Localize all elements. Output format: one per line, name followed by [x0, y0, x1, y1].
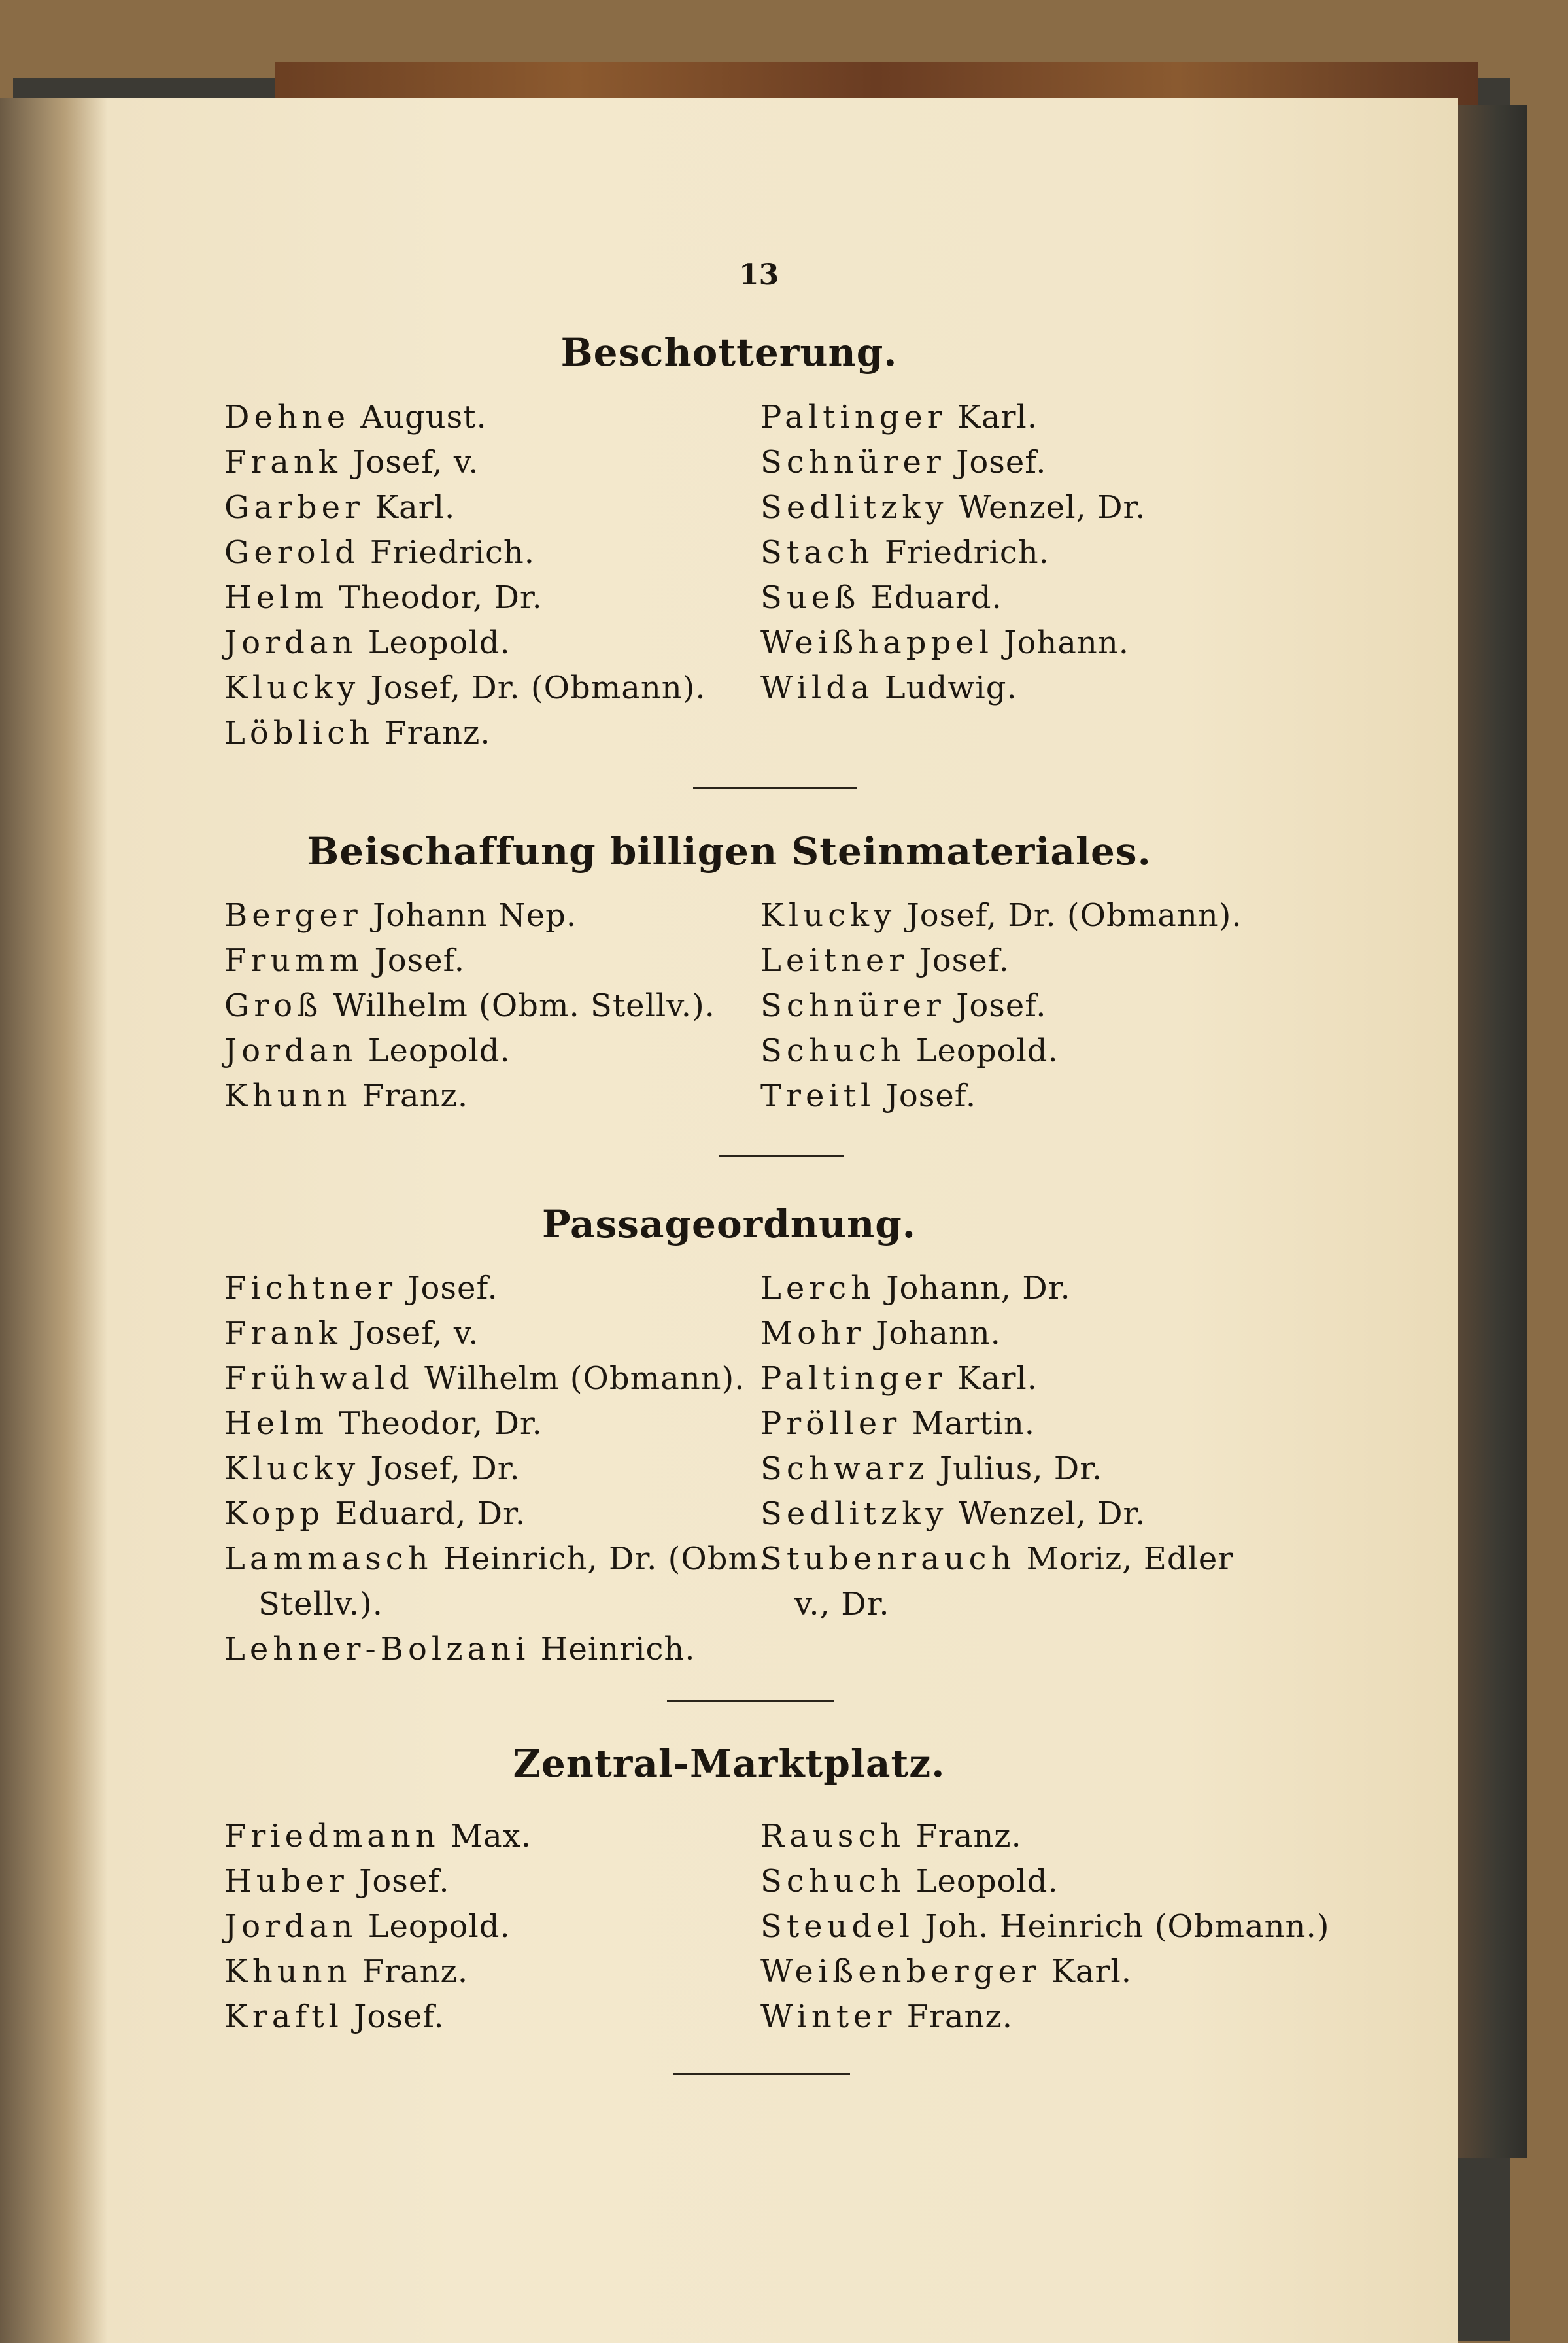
member-given-name: Theodor, Dr.	[328, 579, 543, 616]
member-entry	[760, 1496, 1146, 1532]
member-entry	[760, 399, 1038, 436]
member-entry	[224, 670, 706, 706]
member-entry	[760, 1908, 1329, 1945]
member-surname: Dehne	[224, 399, 350, 436]
member-given-name: Wenzel, Dr.	[947, 1496, 1146, 1532]
member-entry	[760, 1033, 1059, 1069]
member-entry	[224, 1450, 520, 1487]
member-entry	[224, 399, 487, 436]
member-given-name: Karl.	[364, 489, 456, 526]
member-entry	[224, 444, 479, 481]
section-title: Passageordnung.	[541, 1202, 917, 1246]
member-surname: Mohr	[760, 1315, 865, 1352]
member-given-name: v., Dr.	[794, 1586, 890, 1622]
member-entry	[224, 1078, 468, 1114]
member-surname: Lammasch	[224, 1541, 433, 1577]
member-surname: Groß	[224, 987, 323, 1024]
member-given-name: Josef.	[908, 942, 1010, 979]
section-divider	[719, 1155, 844, 1157]
member-surname: Huber	[224, 1863, 349, 1900]
member-surname: Helm	[224, 1405, 329, 1442]
member-surname: Stach	[760, 534, 874, 571]
member-entry	[760, 1360, 1038, 1397]
member-given-name: Johann Nep.	[362, 897, 577, 934]
member-entry	[760, 1818, 1022, 1855]
member-surname: Wilda	[760, 670, 874, 706]
member-surname: Frühwald	[224, 1360, 414, 1397]
member-surname: Sedlitzky	[760, 1496, 948, 1532]
member-given-name: Karl.	[946, 1360, 1038, 1397]
member-surname: Klucky	[760, 897, 896, 934]
member-surname: Weißenberger	[760, 1953, 1041, 1990]
section-divider	[667, 1700, 834, 1702]
member-entry	[224, 1033, 511, 1069]
member-given-name: Leopold.	[357, 624, 511, 661]
member-surname: Schnürer	[760, 444, 946, 481]
member-entry	[224, 624, 511, 661]
member-entry	[258, 1586, 383, 1622]
member-surname: Kraftl	[224, 1998, 343, 2035]
member-entry	[760, 579, 1002, 616]
member-given-name: Heinrich.	[530, 1631, 696, 1667]
member-entry	[224, 489, 455, 526]
member-given-name: Josef, Dr. (Obmann).	[360, 670, 706, 706]
member-given-name: Friedrich.	[874, 534, 1049, 571]
member-given-name: Franz.	[351, 1078, 469, 1114]
member-surname: Stubenrauch	[760, 1541, 1016, 1577]
member-given-name: Ludwig.	[874, 670, 1017, 706]
member-surname: Frank	[224, 1315, 342, 1352]
member-given-name: Franz.	[351, 1953, 469, 1990]
member-given-name: Julius, Dr.	[929, 1450, 1103, 1487]
member-given-name: Karl.	[946, 399, 1038, 436]
member-entry	[224, 942, 465, 979]
member-entry	[224, 1270, 498, 1307]
member-given-name: Josef.	[343, 1998, 445, 2035]
member-given-name: Franz.	[905, 1818, 1022, 1855]
member-entry	[224, 715, 491, 751]
member-surname: Lerch	[760, 1270, 876, 1307]
member-given-name: Josef.	[875, 1078, 977, 1114]
member-surname: Lehner-Bolzani	[224, 1631, 530, 1667]
member-surname: Schuch	[760, 1033, 906, 1069]
member-entry	[760, 1450, 1102, 1487]
member-surname: Gerold	[224, 534, 360, 571]
page-number: 13	[739, 258, 779, 292]
member-entry	[224, 1908, 511, 1945]
member-entry	[760, 1998, 1013, 2035]
member-surname: Sedlitzky	[760, 489, 948, 526]
member-entry	[224, 1541, 769, 1577]
member-entry	[760, 1270, 1071, 1307]
member-surname: Steudel	[760, 1908, 914, 1945]
member-given-name: Eduard, Dr.	[324, 1496, 526, 1532]
member-given-name: Karl.	[1040, 1953, 1133, 1990]
member-given-name: Wilhelm (Obmann).	[413, 1360, 745, 1397]
member-entry	[224, 579, 543, 616]
member-surname: Leitner	[760, 942, 909, 979]
section-title: Zentral-Marktplatz.	[513, 1741, 946, 1786]
member-entry	[224, 1818, 532, 1855]
member-entry	[224, 897, 577, 934]
member-surname: Treitl	[760, 1078, 876, 1114]
member-entry	[224, 1953, 468, 1990]
member-entry	[224, 1631, 696, 1667]
member-given-name: Josef, v.	[341, 1315, 479, 1352]
member-surname: Khunn	[224, 1953, 352, 1990]
member-surname: Klucky	[224, 670, 360, 706]
member-surname: Schuch	[760, 1863, 906, 1900]
member-entry	[760, 670, 1017, 706]
member-given-name: Leopold.	[905, 1863, 1059, 1900]
member-given-name: Johann, Dr.	[876, 1270, 1071, 1307]
member-surname: Jordan	[224, 1908, 358, 1945]
member-entry	[760, 444, 1047, 481]
member-given-name: Franz.	[374, 715, 491, 751]
member-given-name: Friedrich.	[359, 534, 536, 571]
member-given-name: Martin.	[901, 1405, 1035, 1442]
member-given-name: Johann.	[993, 624, 1129, 661]
member-given-name: Josef, Dr.	[360, 1450, 520, 1487]
section-divider	[693, 787, 857, 789]
member-given-name: Joh. Heinrich (Obmann.)	[913, 1908, 1330, 1945]
member-surname: Winter	[760, 1998, 896, 2035]
member-surname: Pröller	[760, 1405, 902, 1442]
section-title: Beschotterung.	[560, 330, 898, 375]
member-given-name: Josef.	[348, 1863, 450, 1900]
member-given-name: Franz.	[896, 1998, 1013, 2035]
member-surname: Kopp	[224, 1496, 324, 1532]
member-entry	[760, 489, 1146, 526]
member-surname: Friedmann	[224, 1818, 440, 1855]
member-given-name: Leopold.	[357, 1908, 511, 1945]
member-surname: Khunn	[224, 1078, 352, 1114]
member-entry	[224, 1360, 745, 1397]
member-entry	[760, 1315, 1001, 1352]
member-entry	[224, 1998, 445, 2035]
section-divider	[673, 2073, 850, 2075]
member-surname: Fichtner	[224, 1270, 398, 1307]
member-entry	[760, 1078, 976, 1114]
member-surname: Löblich	[224, 715, 374, 751]
member-surname: Schwarz	[760, 1450, 929, 1487]
member-given-name: Johann.	[864, 1315, 1001, 1352]
member-given-name: Moriz, Edler	[1015, 1541, 1234, 1577]
member-entry	[760, 1405, 1035, 1442]
member-surname: Rausch	[760, 1818, 906, 1855]
member-given-name: Max.	[439, 1818, 532, 1855]
member-given-name: Josef, v.	[341, 444, 479, 481]
member-surname: Frumm	[224, 942, 364, 979]
member-surname: Jordan	[224, 624, 358, 661]
member-entry	[224, 1496, 526, 1532]
member-surname: Weißhappel	[760, 624, 993, 661]
member-entry	[760, 987, 1047, 1024]
member-entry	[224, 1315, 479, 1352]
member-surname: Helm	[224, 579, 329, 616]
section-title: Beischaffung billigen Steinmateriales.	[307, 829, 1151, 874]
member-given-name: Stellv.).	[258, 1586, 383, 1622]
member-surname: Klucky	[224, 1450, 360, 1487]
member-entry	[224, 1863, 450, 1900]
member-entry	[760, 534, 1049, 571]
member-surname: Berger	[224, 897, 362, 934]
member-given-name: Josef, Dr. (Obmann).	[896, 897, 1242, 934]
member-surname: Paltinger	[760, 399, 947, 436]
member-given-name: Leopold.	[357, 1033, 511, 1069]
member-given-name: Josef.	[364, 942, 465, 979]
member-given-name: Josef.	[945, 444, 1047, 481]
member-surname: Paltinger	[760, 1360, 947, 1397]
member-entry	[760, 1863, 1059, 1900]
member-entry	[224, 987, 715, 1024]
member-entry	[794, 1586, 890, 1622]
member-entry	[760, 897, 1242, 934]
member-entry	[224, 534, 535, 571]
member-given-name: Theodor, Dr.	[328, 1405, 543, 1442]
member-entry	[760, 942, 1010, 979]
member-entry	[224, 1405, 543, 1442]
member-given-name: August.	[350, 399, 487, 436]
member-entry	[760, 1953, 1132, 1990]
member-surname: Frank	[224, 444, 342, 481]
member-given-name: Josef.	[397, 1270, 498, 1307]
member-given-name: Wenzel, Dr.	[947, 489, 1146, 526]
member-given-name: Eduard.	[860, 579, 1002, 616]
member-surname: Schnürer	[760, 987, 946, 1024]
member-given-name: Leopold.	[905, 1033, 1059, 1069]
member-entry	[760, 624, 1129, 661]
member-entry	[760, 1541, 1233, 1577]
member-given-name: Josef.	[945, 987, 1047, 1024]
member-given-name: Wilhelm (Obm. Stellv.).	[322, 987, 715, 1024]
member-surname: Garber	[224, 489, 364, 526]
member-given-name: Heinrich, Dr. (Obm.	[432, 1541, 770, 1577]
member-surname: Jordan	[224, 1033, 358, 1069]
member-surname: Sueß	[760, 579, 861, 616]
